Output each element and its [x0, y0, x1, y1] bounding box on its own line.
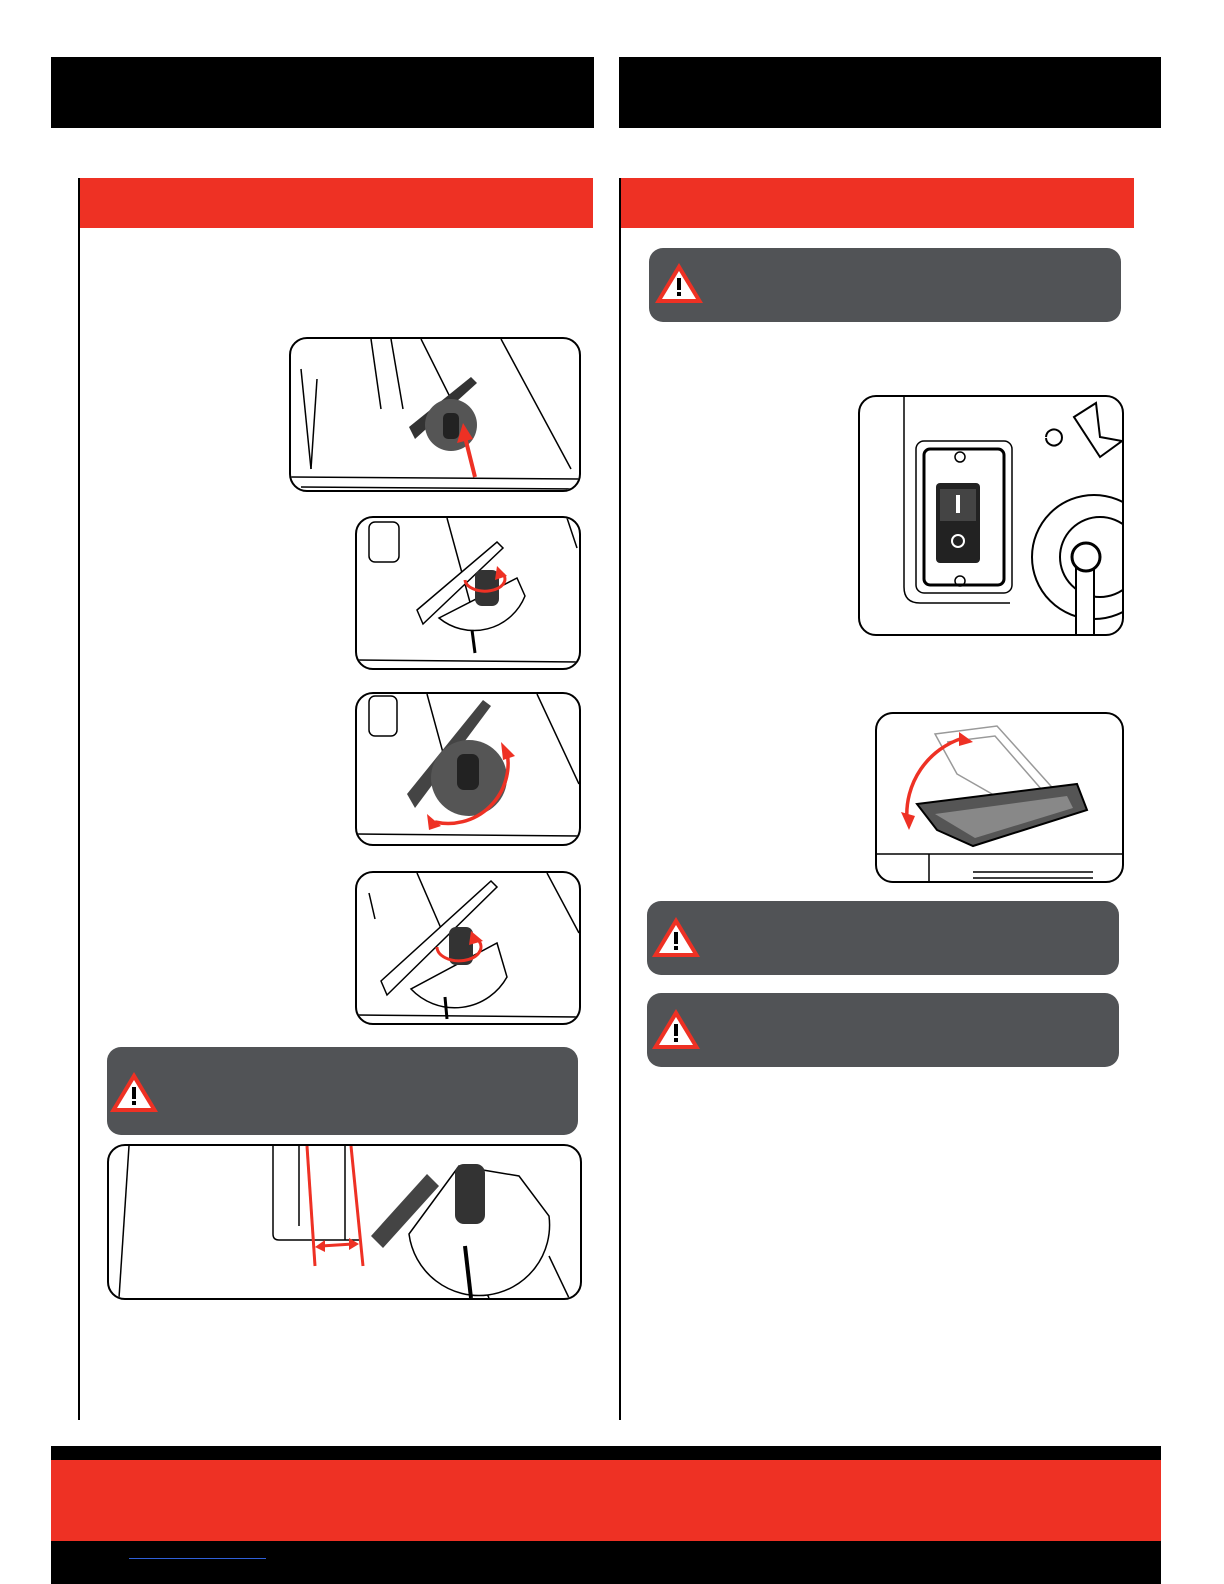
footer-link-underline[interactable] [129, 1558, 266, 1559]
section-heading-right [621, 178, 1134, 228]
warning-triangle-icon [650, 1006, 702, 1052]
illustration-miter-step3 [355, 692, 581, 846]
warning-box-right-bottom [647, 993, 1119, 1067]
left-column-rule [78, 178, 80, 1420]
illustration-miter-step1 [289, 337, 581, 492]
warning-box-right-top [649, 248, 1121, 322]
header-bar-right [619, 57, 1161, 128]
warning-box-left-bottom [107, 1047, 578, 1135]
illustration-miter-step2 [355, 516, 581, 670]
miter-knob-loosen-illustration [357, 518, 579, 668]
footer-bottom-bar [51, 1541, 1161, 1584]
blade-guard-illustration [877, 714, 1122, 881]
warning-triangle-icon [108, 1069, 160, 1115]
warning-triangle-icon [650, 914, 702, 960]
illustration-power-switch [858, 395, 1124, 636]
section-heading-left [80, 178, 593, 228]
warning-box-right-middle [647, 901, 1119, 975]
miter-knob-tighten-illustration [357, 873, 579, 1023]
header-bar-left [51, 57, 594, 128]
miter-gauge-lift-illustration [291, 339, 579, 490]
warning-triangle-icon [653, 260, 705, 306]
footer-red-band [51, 1460, 1161, 1541]
illustration-blade-guard [875, 712, 1124, 883]
miter-gauge-rotate-illustration [357, 694, 579, 844]
footer-top-bar [51, 1446, 1161, 1460]
right-column-rule [619, 178, 621, 1420]
power-switch-illustration [860, 397, 1122, 634]
illustration-blade-clearance [107, 1144, 582, 1300]
illustration-miter-step4 [355, 871, 581, 1025]
blade-clearance-illustration [109, 1146, 580, 1298]
